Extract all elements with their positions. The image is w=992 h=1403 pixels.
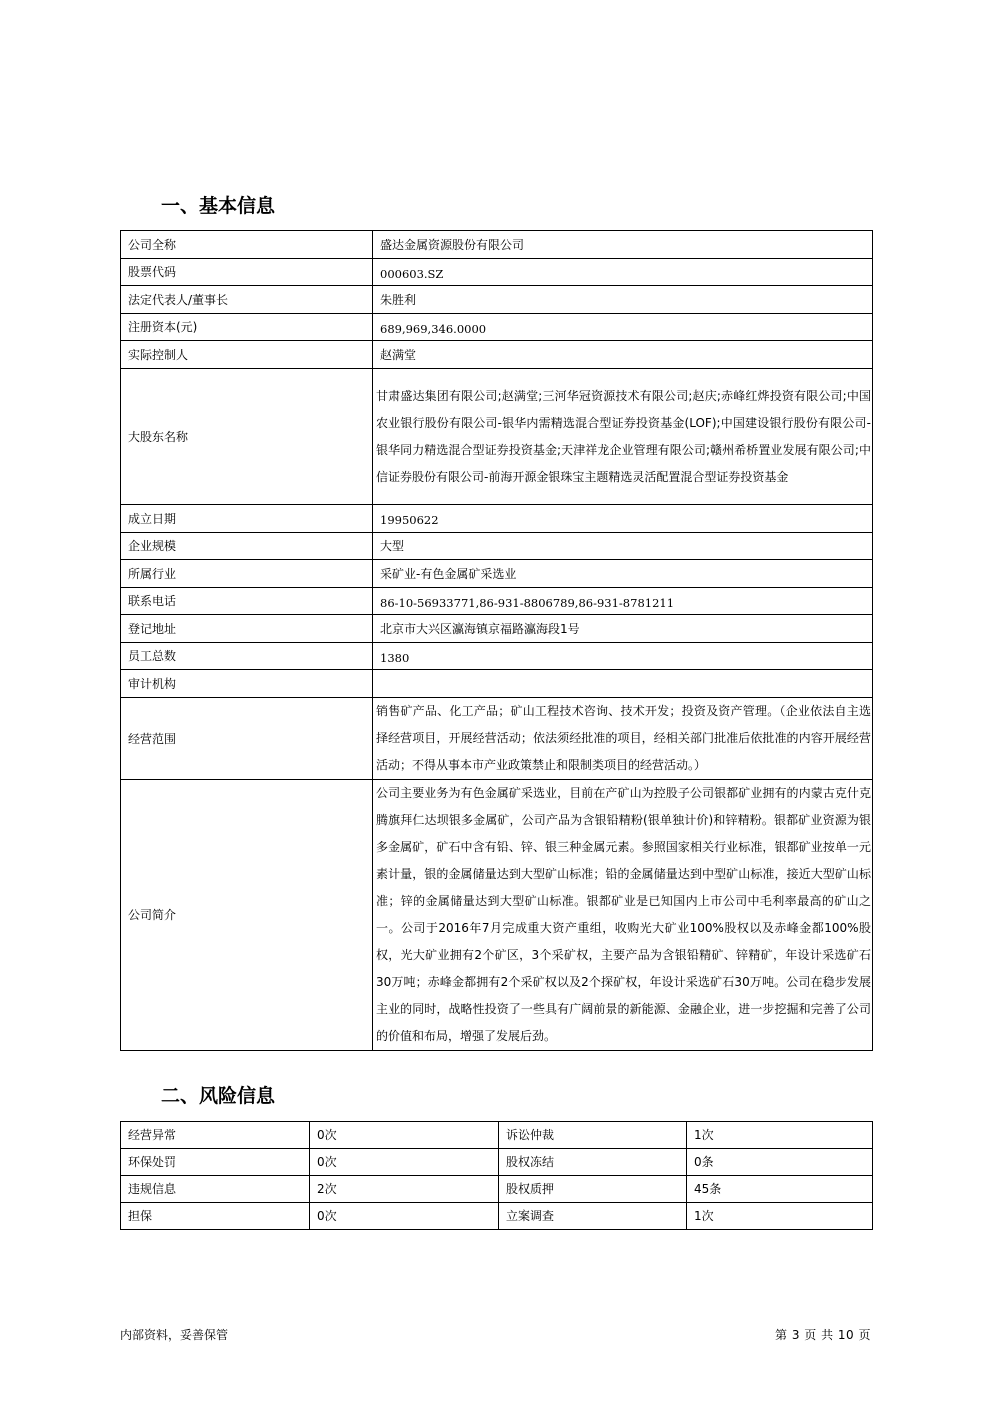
risk-label: 立案调查 <box>499 1203 687 1230</box>
field-label: 法定代表人/董事长 <box>121 286 373 314</box>
field-value: 北京市大兴区瀛海镇京福路瀛海段1号 <box>373 615 873 643</box>
field-value: 000603.SZ <box>373 259 873 286</box>
footer-confidential-note: 内部资料，妥善保管 <box>120 1328 229 1342</box>
risk-value: 1次 <box>687 1203 873 1230</box>
field-label: 登记地址 <box>121 615 373 643</box>
risk-value: 0条 <box>687 1149 873 1176</box>
field-label: 经营范围 <box>121 698 373 780</box>
risk-value: 0次 <box>310 1122 499 1149</box>
risk-label: 经营异常 <box>121 1122 310 1149</box>
field-label: 公司简介 <box>121 780 373 1051</box>
field-label: 注册资本(元) <box>121 314 373 341</box>
risk-value: 45条 <box>687 1176 873 1203</box>
basic-info-table <box>120 230 873 1051</box>
table-row <box>121 369 873 505</box>
table-row <box>121 1149 873 1176</box>
field-value: 大型 <box>373 533 873 560</box>
field-value: 689,969,346.0000 <box>373 314 873 341</box>
field-value: 1380 <box>373 643 873 670</box>
field-value: 公司主要业务为有色金属矿采选业，目前在产矿山为控股子公司银都矿业拥有的内蒙古克什克腾旗拜仁达坝银多金属矿，公司产品为含银铅精粉(银单独计价)和锌精粉。银都矿业资源为银多金属矿，矿石中含有铅、锌、银三种金属元素。参照国家相关行业标准，银都矿业按单一元素计量，银的金属储量达到大型矿山标准；铅的金属储量达到中型矿山标准，接近大型矿山标准；锌的金属储量达到大型矿山标准。银都矿业是已知国内上市公司中毛利率最高的矿山之一。公司于2016年7月完成重大资产重组，收购光大矿业100%股权以及赤峰金都100%股权，光大矿业拥有2个矿区，3个采矿权，主要产品为含银铅精矿、锌精矿，年设计采选矿石30万吨；赤峰金都拥有2个采矿权以及2个探矿权，年设计采选矿石30万吨。公司在稳步发展主业的同时，战略性投资了一些具有广阔前景的新能源、金融企业，进一步挖掘和完善了公司的价值和布局，增强了发展后劲。 <box>373 780 873 1051</box>
field-label: 大股东名称 <box>121 369 373 505</box>
section-title-risk-info: 二、风险信息 <box>161 1085 276 1107</box>
field-value: 盛达金属资源股份有限公司 <box>373 231 873 259</box>
field-label: 成立日期 <box>121 505 373 533</box>
risk-value: 0次 <box>310 1149 499 1176</box>
footer-page-number: 第 3 页 共 10 页 <box>775 1328 871 1342</box>
field-label: 股票代码 <box>121 259 373 286</box>
section-title-basic-info: 一、基本信息 <box>161 195 276 217</box>
table-row <box>121 698 873 780</box>
table-row <box>121 670 873 698</box>
table-row <box>121 588 873 615</box>
field-label: 公司全称 <box>121 231 373 259</box>
risk-value: 0次 <box>310 1203 499 1230</box>
field-value: 86-10-56933771,86-931-8806789,86-931-8781211 <box>373 588 873 615</box>
risk-value: 1次 <box>687 1122 873 1149</box>
risk-label: 诉讼仲裁 <box>499 1122 687 1149</box>
field-value: 甘肃盛达集团有限公司;赵满堂;三河华冠资源技术有限公司;赵庆;赤峰红烨投资有限公司;中国农业银行股份有限公司-银华内需精选混合型证券投资基金(LOF);中国建设银行股份有限公司-银华同力精选混合型证券投资基金;天津祥龙企业管理有限公司;赣州希桥置业发展有限公司;中信证券股份有限公司-前海开源金银珠宝主题精选灵活配置混合型证券投资基金 <box>373 369 873 505</box>
risk-value: 2次 <box>310 1176 499 1203</box>
table-row <box>121 1176 873 1203</box>
field-value <box>373 670 873 698</box>
field-label: 实际控制人 <box>121 341 373 369</box>
table-row <box>121 341 873 369</box>
field-value: 销售矿产品、化工产品；矿山工程技术咨询、技术开发；投资及资产管理。（企业依法自主选择经营项目，开展经营活动；依法须经批准的项目，经相关部门批准后依批准的内容开展经营活动；不得从事本市产业政策禁止和限制类项目的经营活动。） <box>373 698 873 780</box>
field-label: 联系电话 <box>121 588 373 615</box>
table-row <box>121 615 873 643</box>
table-row <box>121 1122 873 1149</box>
table-row <box>121 643 873 670</box>
table-row <box>121 286 873 314</box>
table-row <box>121 560 873 588</box>
field-label: 审计机构 <box>121 670 373 698</box>
field-value: 采矿业-有色金属矿采选业 <box>373 560 873 588</box>
table-row <box>121 231 873 259</box>
risk-label: 股权质押 <box>499 1176 687 1203</box>
field-label: 所属行业 <box>121 560 373 588</box>
field-value: 朱胜利 <box>373 286 873 314</box>
field-value: 赵满堂 <box>373 341 873 369</box>
risk-label: 违规信息 <box>121 1176 310 1203</box>
risk-label: 股权冻结 <box>499 1149 687 1176</box>
risk-label: 环保处罚 <box>121 1149 310 1176</box>
table-row <box>121 780 873 1051</box>
table-row <box>121 533 873 560</box>
risk-label: 担保 <box>121 1203 310 1230</box>
field-label: 企业规模 <box>121 533 373 560</box>
field-label: 员工总数 <box>121 643 373 670</box>
table-row <box>121 1203 873 1230</box>
field-value: 19950622 <box>373 505 873 533</box>
table-row <box>121 314 873 341</box>
risk-info-table <box>120 1121 873 1230</box>
table-row <box>121 505 873 533</box>
table-row <box>121 259 873 286</box>
